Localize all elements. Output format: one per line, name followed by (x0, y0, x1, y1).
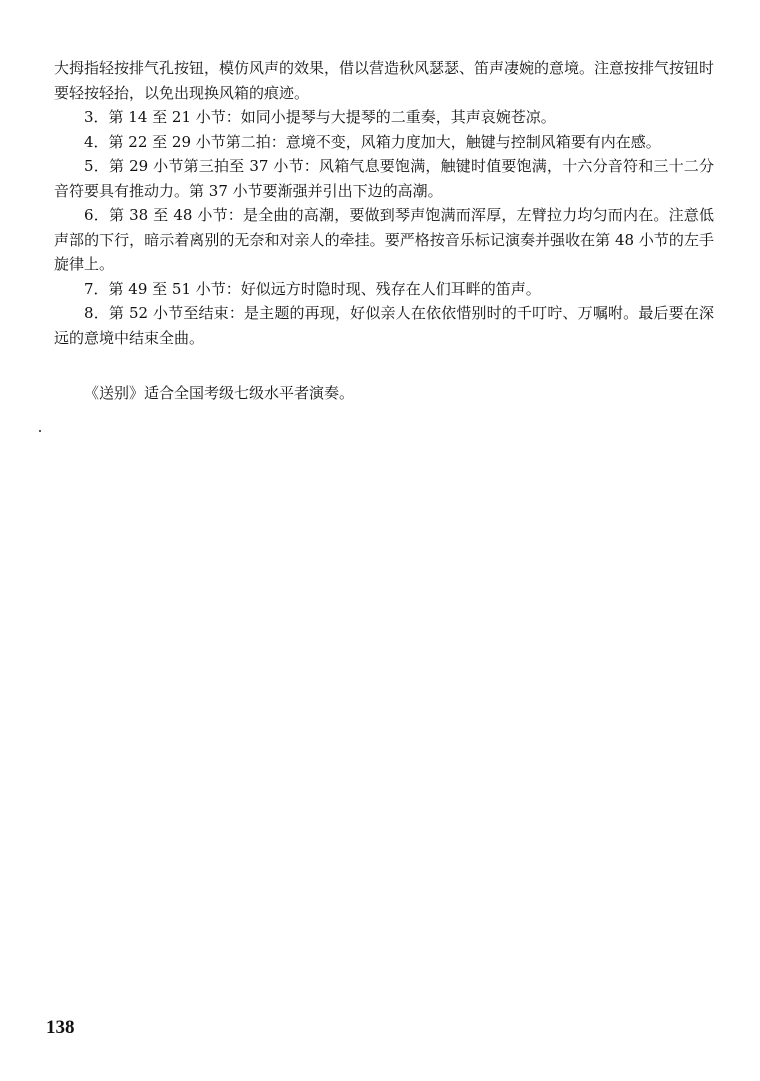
paragraph-continuation: 大拇指轻按排气孔按钮，模仿风声的效果，借以营造秋风瑟瑟、笛声凄婉的意境。注意按排气按钮时要轻按轻抬，以免出现换风箱的痕迹。 (54, 59, 715, 102)
paragraph-item-8: 8．第 52 小节至结束：是主题的再现，好似亲人在依依惜别时的千叮咛、万嘱咐。最后要在深远的意境中结束全曲。 (54, 304, 714, 347)
speck-mark (39, 430, 41, 432)
paragraph-item-5: 5．第 29 小节第三拍至 37 小节：风箱气息要饱满，触键时值要饱满，十六分音符和三十二分音符要具有推动力。第 37 小节要渐强并引出下边的高潮。 (54, 157, 714, 200)
paragraph-item-4: 4．第 22 至 29 小节第二拍：意境不变，风箱力度加大，触键与控制风箱要有内在感。 (84, 132, 661, 151)
body-text (54, 56, 714, 350)
page-number: 138 (46, 1017, 75, 1038)
paragraph-item-6: 6．第 38 至 48 小节：是全曲的高潮，要做到琴声饱满而浑厚，左臂拉力均匀而内在。注意低声部的下行，暗示着离别的无奈和对亲人的牵挂。要严格按音乐标记演奏并强收在第 48 小节的左手旋律上。 (54, 206, 714, 273)
level-note: 《送别》适合全国考级七级水平者演奏。 (84, 384, 355, 402)
paragraph-item-7: 7．第 49 至 51 小节：好似远方时隐时现、残存在人们耳畔的笛声。 (84, 279, 541, 298)
paragraph-item-3: 3．第 14 至 21 小节：如同小提琴与大提琴的二重奏，其声哀婉苍凉。 (84, 108, 556, 126)
